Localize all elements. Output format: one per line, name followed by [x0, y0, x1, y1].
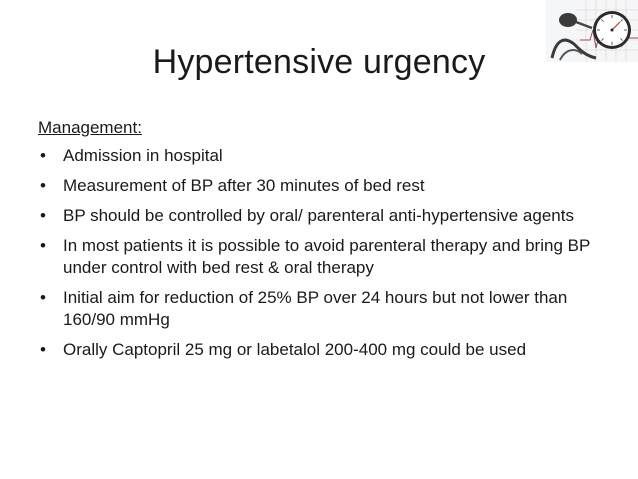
bullet-icon: •: [40, 340, 46, 359]
bullet-item: [38, 175, 598, 197]
bullet-icon: •: [40, 206, 46, 225]
slide-title: Hypertensive urgency: [152, 43, 486, 81]
bullet-icon: •: [40, 236, 46, 255]
bullet-text: Orally Captopril 25 mg or labetalol 200-400 mg could be used: [63, 340, 527, 359]
bullet-item: [38, 339, 598, 361]
section-label: Management:: [38, 118, 142, 137]
bullet-list: [38, 145, 598, 361]
bullet-item: [38, 287, 598, 331]
bullet-icon: •: [40, 146, 46, 165]
bullet-item: [38, 205, 598, 227]
bullet-icon: •: [40, 176, 46, 195]
slide-body: [38, 117, 598, 369]
bullet-text: Measurement of BP after 30 minutes of bed rest: [63, 176, 425, 195]
bullet-text: Admission in hospital: [63, 146, 223, 165]
bullet-text: BP should be controlled by oral/ parenteral anti-hypertensive agents: [63, 206, 574, 225]
bullet-item: [38, 145, 598, 167]
bullet-text: Initial aim for reduction of 25% BP over 24 hours but not lower than 160/90 mmHg: [63, 288, 568, 329]
bullet-text: In most patients it is possible to avoid parenteral therapy and bring BP under control with bed rest & oral therapy: [63, 236, 590, 277]
bullet-icon: •: [40, 288, 46, 307]
bullet-item: [38, 235, 598, 279]
